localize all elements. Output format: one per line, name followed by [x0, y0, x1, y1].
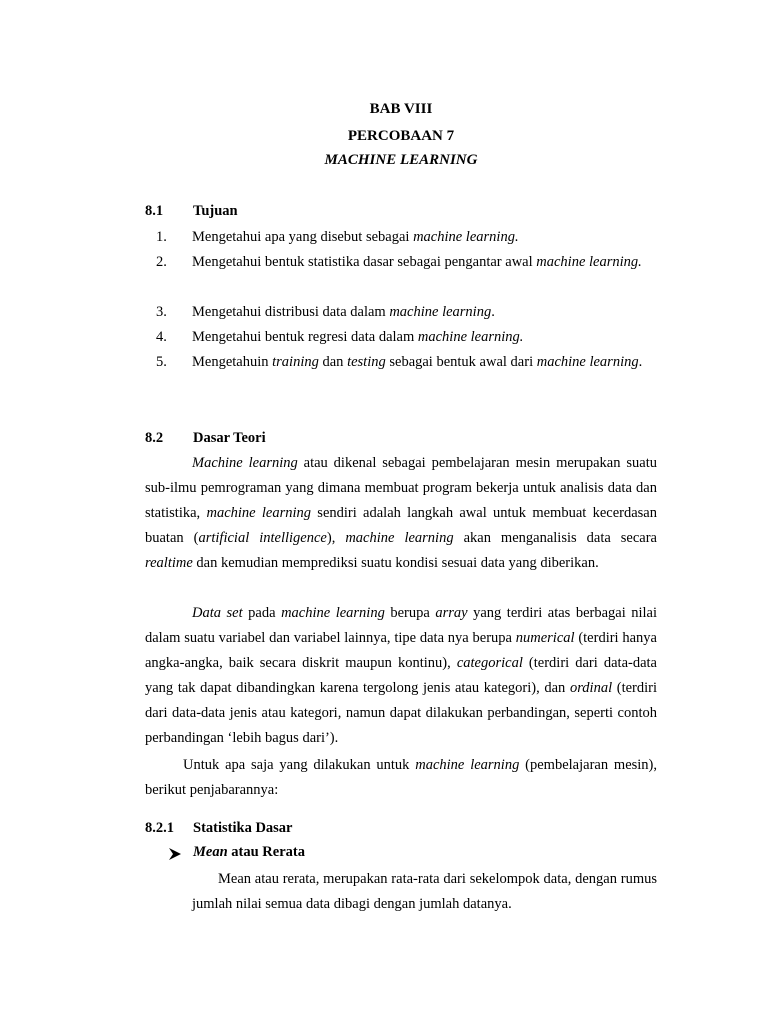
paragraph: Machine learning atau dikenal sebagai pembelajaran mesin merupakan suatu sub-ilmu pemrograman yang dimana membuat program bekerja untuk analisis data dan statistika, machine learning sendiri adalah langkah awal untuk membuat kecerdasan buatan (artificial intelligence), machine learning akan menganalisis data secara realtime dan kemudian memprediksi suatu kondisi sesuai data yang diberikan.	[145, 455, 657, 572]
bullet-heading: Mean atau Rerata	[193, 844, 305, 860]
list-item-number: 5.	[156, 354, 167, 370]
section-title: Tujuan	[193, 203, 238, 219]
list-item-number: 3.	[156, 304, 167, 320]
topic-heading: MACHINE LEARNING	[324, 152, 478, 168]
experiment-heading: PERCOBAAN 7	[347, 128, 455, 144]
list-item-number: 1.	[156, 229, 167, 245]
subsection-number: 8.2.1	[145, 820, 174, 836]
arrow-bullet-icon	[168, 847, 182, 861]
list-item: Mengetahui distribusi data dalam machine learning.	[192, 304, 495, 320]
list-item-number: 4.	[156, 329, 167, 345]
paragraph: Data set pada machine learning berupa array yang terdiri atas berbagai nilai dalam suatu variabel dan variabel lainnya, tipe data nya berupa numerical (terdiri hanya angka-angka, baik secara diskrit maupun kontinu), categorical (terdiri dari data-data yang tak dapat dibandingkan karena tergolong jenis atau kategori), dan ordinal (terdiri dari data-data jenis atau kategori, namun dapat dilakukan perbandingan, seperti contoh perbandingan ‘lebih bagus dari’).	[145, 605, 658, 747]
chapter-heading: BAB VIII	[369, 101, 433, 117]
list-item: Mengetahuin training dan testing sebagai bentuk awal dari machine learning.	[192, 354, 643, 370]
list-item: Mengetahui apa yang disebut sebagai machine learning.	[192, 229, 519, 245]
section-title: Dasar Teori	[193, 430, 266, 446]
section-number: 8.2	[145, 430, 164, 446]
list-item: Mengetahui bentuk statistika dasar sebagai pengantar awal machine learning.	[192, 254, 642, 270]
subsection-title: Statistika Dasar	[193, 820, 293, 836]
paragraph: Mean atau rerata, merupakan rata-rata dari sekelompok data, dengan rumus jumlah nilai semua data dibagi dengan jumlah datanya.	[192, 871, 657, 912]
list-item-number: 2.	[156, 254, 167, 270]
section-number: 8.1	[145, 203, 164, 219]
list-item: Mengetahui bentuk regresi data dalam machine learning.	[192, 329, 524, 345]
paragraph: Untuk apa saja yang dilakukan untuk machine learning (pembelajaran mesin), berikut penjabarannya:	[145, 757, 658, 799]
